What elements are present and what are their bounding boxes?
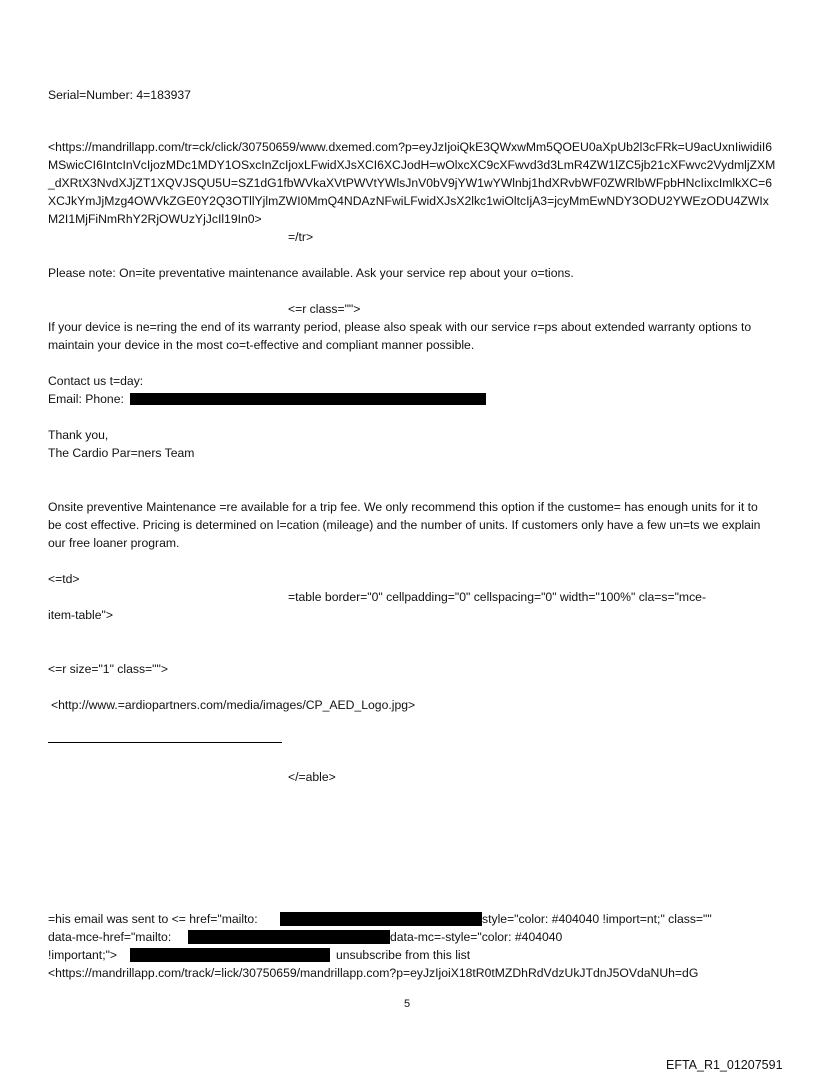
redaction-box bbox=[130, 393, 486, 405]
table-close-tag: </=able> bbox=[288, 770, 336, 784]
r-class-tag: <=r class=""> bbox=[288, 302, 361, 316]
contact-heading: Contact us t=day: bbox=[48, 374, 144, 388]
horizontal-rule bbox=[48, 742, 282, 743]
redaction-box bbox=[188, 930, 390, 944]
tr-close-tag: =/tr> bbox=[288, 230, 314, 244]
serial-number: Serial=Number: 4=183937 bbox=[48, 88, 191, 102]
maintenance-note: Please note: On=ite preventative maintenance available. Ask your service rep about your o=tions. bbox=[48, 266, 574, 280]
r-size-tag: <=r size="1" class=""> bbox=[48, 662, 168, 676]
table-tag-line-1: =table border="0" cellpadding="0" cellspacing="0" width="100%" cla=s="mce- bbox=[288, 590, 707, 604]
table-tag-line-2: item-table"> bbox=[48, 608, 113, 622]
footer-line-1a: =his email was sent to <= href="mailto: bbox=[48, 912, 258, 926]
tracking-link[interactable]: <https://mandrillapp.com/tr=ck/click/30750659/www.dxemed.com?p=eyJzIjoiQkE3QWxwMm5QOEU0aXpUb2l3cFRk=U9acUxnIiwidiI6MSwicCI6IntcInVcIjozMDc1MDY1OSxcInZcIjoxLFwidXJsXCI6XCJodH=wOlxcXC9cXFwvd3d3LmR4ZW1lZC5jb21cXFwvc2VydmljZXM_dXRtX3NvdXJjZT1XQVJSQU5U=SZ1dG1fbWVkaXVtPWVtYWlsJnV0bV9jYW1wYWlnbj1hdXRvbWF0ZWRlbWFpbHNcIixcImlkXC=6XCJkYmJjMzg4OWVkZGE0Y2Q3OTllYjlmZWI0MmQ4NDAzNFwiLFwidXJsX2lkc1wiOltcIjA3=jcyMmEwNDY3ODU2YWEzODU4ZWIxM2I1MjFiNmRhY2RjOWUzYjJcIl19In0> bbox=[48, 140, 776, 226]
page-number: 5 bbox=[404, 998, 411, 1010]
redaction-box bbox=[280, 912, 482, 926]
footer-line-1b: style="color: #404040 !import=nt;" class="" bbox=[482, 912, 712, 926]
footer-line-2a: data-mce-href="mailto: bbox=[48, 930, 172, 944]
contact-email-phone: Email: Phone: bbox=[48, 392, 124, 406]
td-tag: <=td> bbox=[48, 572, 80, 586]
onsite-paragraph: Onsite preventive Maintenance =re available for a trip fee. We only recommend this option if the custome= has enough units for it to be cost effective. Pricing is determined on l=cation (mileage) and the number of units. If customers only have a few un=ts we explain our free loaner program. bbox=[48, 500, 761, 550]
team-signature: The Cardio Par=ners Team bbox=[48, 446, 195, 460]
unsubscribe-link[interactable]: unsubscribe from this list bbox=[336, 948, 471, 962]
redaction-box bbox=[130, 948, 330, 962]
logo-link[interactable]: <http://www.=ardiopartners.com/media/images/CP_AED_Logo.jpg> bbox=[51, 698, 416, 712]
warranty-paragraph: If your device is ne=ring the end of its warranty period, please also speak with our service r=ps about extended warranty options to maintain your device in the most co=t-effective and compliant manner possible. bbox=[48, 320, 752, 352]
footer-line-3a: !important;"> bbox=[48, 948, 118, 962]
thanks-line: Thank you, bbox=[48, 428, 109, 442]
document-id: EFTA_R1_01207591 bbox=[666, 1058, 783, 1072]
footer-line-2b: data-mc=-style="color: #404040 bbox=[390, 930, 563, 944]
footer-tracking-link[interactable]: <https://mandrillapp.com/track/=lick/30750659/mandrillapp.com?p=eyJzIjoiX18tR0tMZDhRdVdzUkJTdnJ5OVdaNUh=dG bbox=[48, 966, 699, 980]
